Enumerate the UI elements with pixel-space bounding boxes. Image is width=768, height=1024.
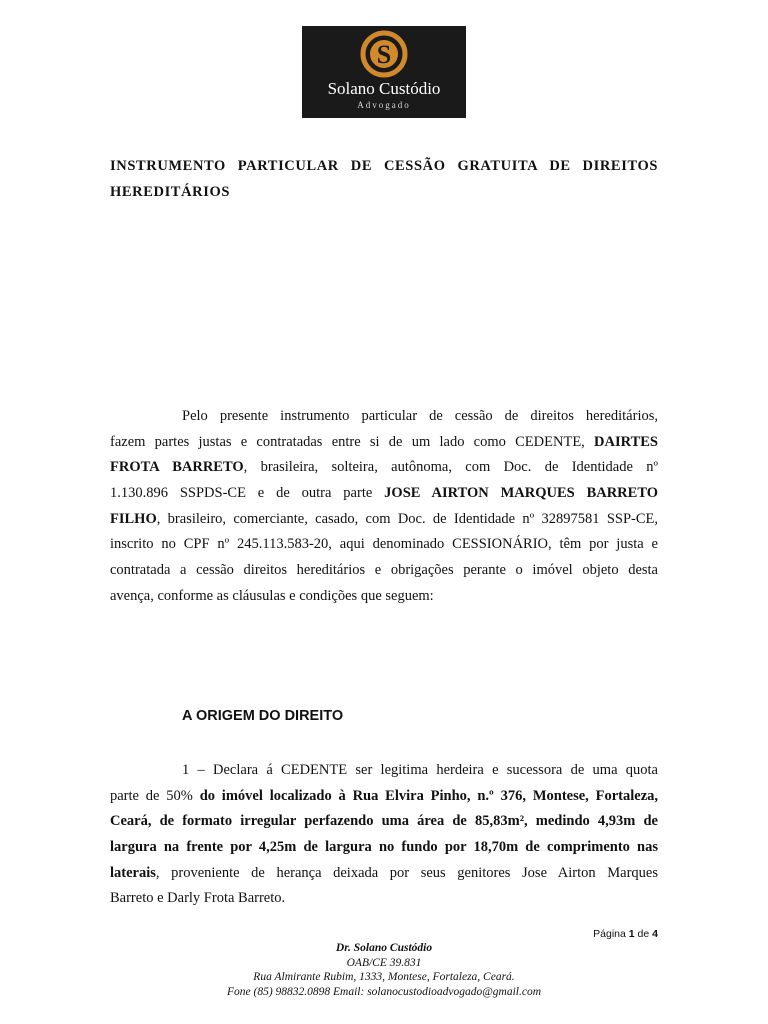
page-separator: de xyxy=(637,928,650,940)
intro-line xyxy=(110,584,658,610)
title-line-1: INSTRUMENTO PARTICULAR DE CESSÃO GRATUITA DE DIREITOS xyxy=(110,158,658,174)
intro-line xyxy=(110,430,658,456)
intro-text: contratada a cessão direitos hereditários e obrigações perante o imóvel objeto desta xyxy=(110,562,658,579)
intro-text: avença, conforme as cláusulas e condições que seguem: xyxy=(110,587,434,604)
intro-text: fazem partes justas e contratadas entre si de um lado como CEDENTE, xyxy=(110,433,585,450)
clause-line xyxy=(110,886,658,912)
intro-text: 1.130.896 SSPDS-CE e de outra parte xyxy=(110,485,373,502)
intro-line xyxy=(110,455,658,481)
logo-subtitle: Advogado xyxy=(357,100,411,110)
property-description: largura na frente por 4,25m de largura no fundo por 18,70m de comprimento nas xyxy=(110,839,658,856)
intro-line xyxy=(110,558,658,584)
law-firm-logo xyxy=(302,26,466,118)
clause-text: parte de 50% xyxy=(110,787,193,804)
footer xyxy=(0,941,768,999)
title-line-2: HEREDITÁRIOS xyxy=(110,184,231,200)
intro-line xyxy=(110,532,658,558)
clause-line xyxy=(110,861,658,887)
property-description: Ceará, de formato irregular perfazendo uma área de 85,83m², medindo 4,93m de xyxy=(110,813,658,830)
clause-line xyxy=(110,784,658,810)
intro-line xyxy=(110,481,658,507)
property-description: laterais xyxy=(110,864,156,881)
intro-line xyxy=(110,404,658,430)
clause-line xyxy=(110,809,658,835)
document-title xyxy=(110,153,658,205)
footer-oab: OAB/CE 39.831 xyxy=(346,956,422,969)
clause-text: , proveniente de herança deixada por seus genitores Jose Airton Marques xyxy=(155,864,658,881)
intro-line xyxy=(110,507,658,533)
intro-text: inscrito no CPF nº 245.113.583-20, aqui denominado CESSIONÁRIO, têm por justa e xyxy=(110,536,658,553)
intro-text: Pelo presente instrumento particular de cessão de direitos hereditários, xyxy=(182,408,658,424)
intro-text: , brasileiro, comerciante, casado, com Doc. de Identidade nº 32897581 SSP-CE, xyxy=(156,510,658,527)
footer-name: Dr. Solano Custódio xyxy=(335,942,433,954)
logo-graphic xyxy=(302,26,466,118)
page-current: 1 xyxy=(628,928,635,940)
cessionario-name-part: JOSE AIRTON MARQUES BARRETO xyxy=(384,485,659,502)
cedente-name-part: DAIRTES xyxy=(594,433,659,450)
clause-text: 1 – Declara á CEDENTE ser legitima herdeira e sucessora de uma quota xyxy=(182,762,658,778)
footer-contact: Fone (85) 98832.0898 Email: solanocustodioadvogado@gmail.com xyxy=(226,985,541,998)
logo-monogram: S xyxy=(376,40,392,69)
page-prefix: Página xyxy=(593,928,626,940)
intro-paragraph xyxy=(110,404,658,610)
page-number xyxy=(593,928,658,940)
cedente-name-part: FROTA BARRETO xyxy=(110,459,244,476)
clause-line xyxy=(110,835,658,861)
logo-name: Solano Custódio xyxy=(327,79,441,98)
section-heading: A ORIGEM DO DIREITO xyxy=(182,708,344,724)
clause-text: Barreto e Darly Frota Barreto. xyxy=(110,890,286,907)
clause-1-paragraph xyxy=(110,758,658,912)
cessionario-name-part: FILHO xyxy=(110,510,157,527)
intro-text: , brasileira, solteira, autônoma, com Doc. de Identidade nº xyxy=(243,459,658,476)
property-description: do imóvel localizado à Rua Elvira Pinho, n.º 376, Montese, Fortaleza, xyxy=(199,787,658,804)
page-total: 4 xyxy=(652,928,658,940)
clause-line xyxy=(110,758,658,784)
footer-address: Rua Almirante Rubim, 1333, Montese, Fortaleza, Ceará. xyxy=(253,971,515,983)
